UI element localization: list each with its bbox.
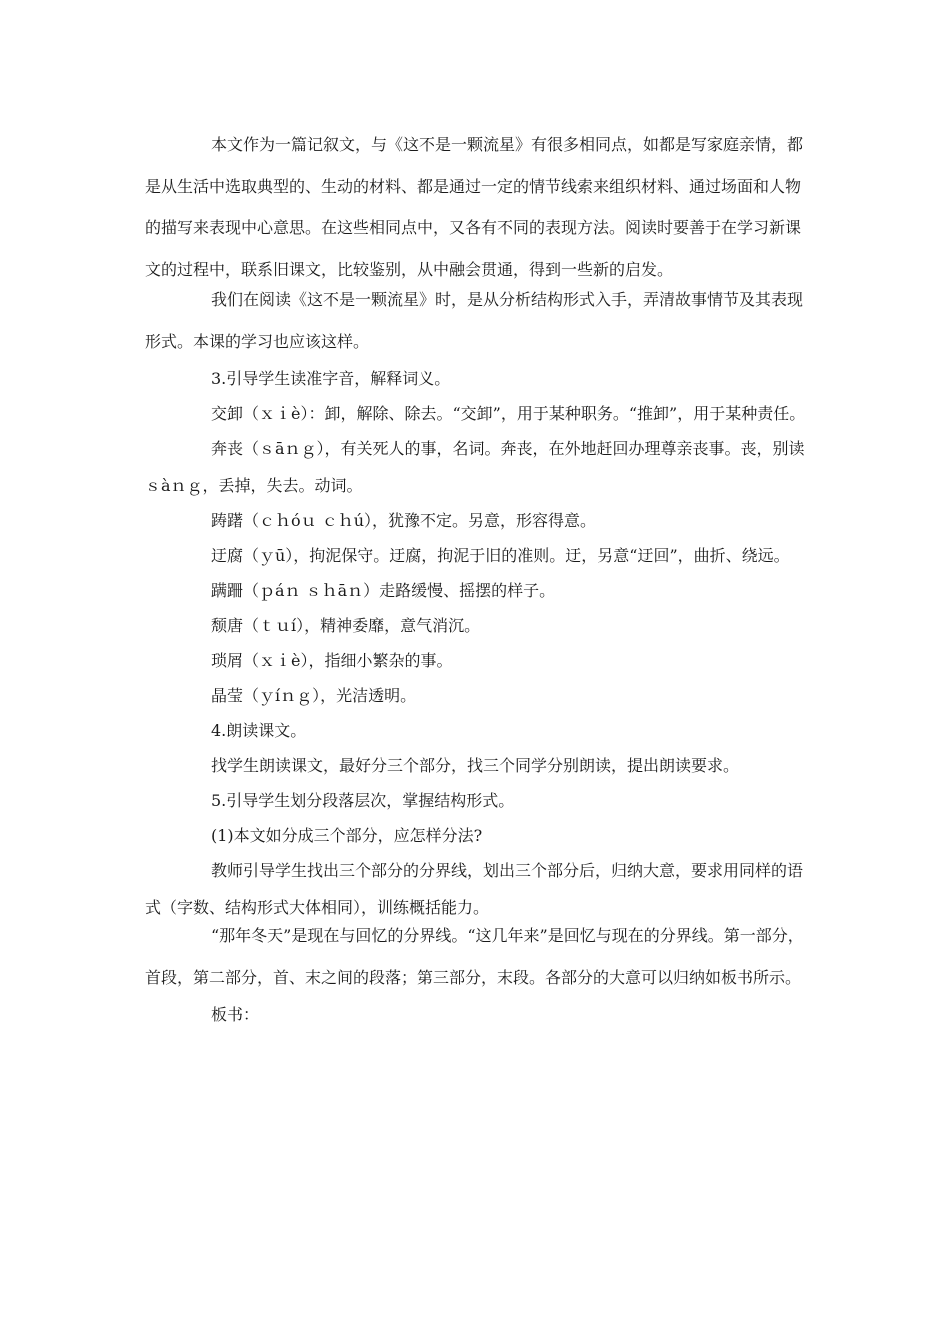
vocab-yufu: 迂腐（ｙū），拘泥保守。迂腐，拘泥于旧的准则。迂，另意“迂回”，曲折、绕远。 [211, 546, 790, 565]
step-3-heading: 3.引导学生读准字音，解释词义。 [211, 369, 451, 388]
step-5-heading: 5.引导学生划分段落层次，掌握结构形式。 [211, 791, 515, 810]
step-4-heading: 4.朗读课文。 [211, 721, 307, 740]
vocab-panshan: 蹒跚（ｐáｎ ｓｈāｎ）走路缓慢、摇摆的样子。 [211, 581, 556, 600]
vocab-tuitang: 颓唐（ｔｕí），精神委靡，意气消沉。 [211, 616, 481, 635]
paragraph-section-boundaries: “那年冬天”是现在与回忆的分界线。“这几年来”是回忆与现在的分界线。第一部分，首段，第二部分，首、末之间的段落；第三部分，末段。各部分的大意可以归纳如板书所示。 [145, 926, 804, 987]
vocab-jingying: 晶莹（ｙíｎｇ），光洁透明。 [211, 686, 417, 705]
vocab-bensang: 奔丧（ｓāｎｇ），有关死人的事，名词。奔丧，在外地赶回办理尊亲丧事。丧，别读ｓàｎｇ，丢掉，失去。动词。 [145, 439, 805, 495]
paragraph-intro-comparison: 本文作为一篇记叙文，与《这不是一颗流星》有很多相同点，如都是写家庭亲情，都是从生活中选取典型的、生动的材料、都是通过一定的情节线索来组织材料、通过场面和人物的描写来表现中心意思。在这些相同点中，又各有不同的表现方法。阅读时要善于在学习新课文的过程中，联系旧课文，比较鉴别，从中融会贯通，得到一些新的启发。 [145, 135, 804, 279]
blackboard-label: 板书： [211, 1005, 260, 1024]
paragraph-reading-method: 我们在阅读《这不是一颗流星》时，是从分析结构形式入手，弄清故事情节及其表现形式。本课的学习也应该这样。 [145, 290, 804, 351]
paragraph-reading-aloud: 找学生朗读课文，最好分三个部分，找三个同学分别朗读，提出朗读要求。 [211, 756, 740, 775]
vocab-jiaoxie: 交卸（ｘｉè）：卸，解除、除去。“交卸”，用于某种职务。“推卸”，用于某种责任。 [211, 404, 806, 423]
vocab-suoxie: 琐屑（ｘｉè），指细小繁杂的事。 [211, 651, 453, 670]
document-body [145, 124, 810, 1033]
vocab-chouchu: 踌躇（ｃｈóｕ ｃｈú），犹豫不定。另意，形容得意。 [211, 511, 597, 530]
question-1: (1)本文如分成三个部分，应怎样分法? [211, 826, 483, 845]
paragraph-teacher-guidance: 教师引导学生找出三个部分的分界线，划出三个部分后，归纳大意，要求用同样的语式（字数、结构形式大体相同），训练概括能力。 [145, 861, 804, 917]
